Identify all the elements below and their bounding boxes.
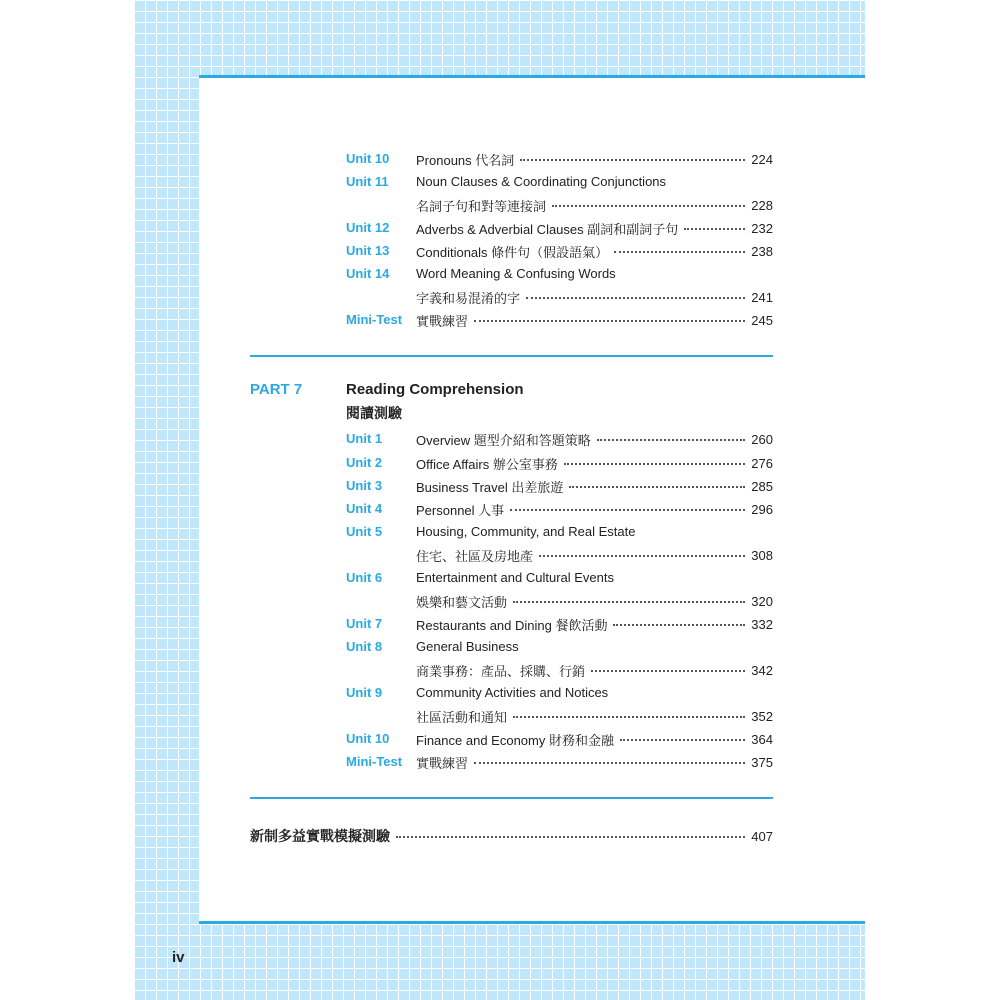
page-number: 332 [751, 616, 773, 632]
entry-title: 實戰練習 [416, 755, 469, 771]
toc-entry[interactable] [416, 546, 773, 564]
toc-entry[interactable] [416, 477, 773, 495]
part-subtitle: 閱讀測驗 [346, 405, 402, 421]
final-test-title: 新制多益實戰模擬測驗 [250, 828, 390, 844]
leader-dots [597, 438, 746, 441]
entry-title: 商業事務：產品、採購、行銷 [416, 663, 586, 679]
toc-entry[interactable] [416, 219, 773, 237]
toc-entry[interactable] [416, 430, 773, 448]
part-label: PART 7 [250, 381, 303, 398]
unit-label: Unit 1 [346, 431, 383, 446]
entry-title: Pronouns 代名詞 [416, 152, 515, 168]
entry-title: 字義和易混淆的字 [416, 290, 521, 306]
page-number: 285 [751, 478, 773, 494]
unit-label: Unit 10 [346, 151, 390, 166]
toc-entry[interactable] [416, 311, 773, 329]
entry-title: 社區活動和通知 [416, 709, 508, 725]
unit-label: Unit 13 [346, 243, 390, 258]
toc-entry[interactable] [416, 592, 773, 610]
toc-entry[interactable] [416, 753, 773, 771]
section-divider [250, 355, 773, 357]
leader-dots [513, 600, 745, 603]
toc-entry[interactable] [416, 454, 773, 472]
unit-label: Unit 12 [346, 220, 390, 235]
toc-entry[interactable] [416, 288, 773, 306]
unit-label: Unit 14 [346, 266, 390, 281]
page-folio: iv [172, 949, 185, 966]
page-number: 238 [751, 243, 773, 259]
leader-dots [513, 715, 745, 718]
unit-label: Mini-Test [346, 754, 403, 769]
leader-dots [474, 761, 745, 764]
entry-title: 娛樂和藝文活動 [416, 594, 508, 610]
leader-dots [539, 554, 745, 557]
page-number: 241 [751, 289, 773, 305]
toc-entry[interactable] [416, 661, 773, 679]
entry-title: Adverbs & Adverbial Clauses 副詞和副詞子句 [416, 221, 679, 237]
entry-title: Office Affairs 辦公室事務 [416, 456, 558, 472]
page-number: 320 [751, 593, 773, 609]
leader-dots [614, 250, 745, 253]
leader-dots [569, 485, 745, 488]
leader-dots [510, 508, 745, 511]
top-rule [199, 75, 865, 78]
final-test-entry[interactable] [250, 827, 773, 845]
page-number: 375 [751, 754, 773, 770]
page-number: 364 [751, 731, 773, 747]
toc-entry[interactable] [416, 242, 773, 260]
entry-title: 住宅、社區及房地產 [416, 548, 534, 564]
page-number: 224 [751, 151, 773, 167]
part-title: Reading Comprehension [346, 381, 524, 398]
unit-label: Unit 3 [346, 478, 383, 493]
page-number: 245 [751, 312, 773, 328]
leader-dots [474, 319, 745, 322]
entry-title-line: Entertainment and Cultural Events [416, 570, 614, 585]
section-divider [250, 797, 773, 799]
leader-dots [613, 623, 745, 626]
toc-entry[interactable] [416, 730, 773, 748]
unit-label: Unit 9 [346, 685, 383, 700]
entry-title: Restaurants and Dining 餐飲活動 [416, 617, 608, 633]
entry-title: Overview 題型介紹和答題策略 [416, 432, 591, 448]
unit-label: Mini-Test [346, 312, 403, 327]
toc-entry[interactable] [416, 150, 773, 168]
toc-entry[interactable] [416, 615, 773, 633]
page-number: 342 [751, 662, 773, 678]
leader-dots [684, 227, 745, 230]
page-number: 260 [751, 431, 773, 447]
toc-entry[interactable] [416, 196, 773, 214]
entry-title-line: Community Activities and Notices [416, 685, 609, 700]
entry-title-line: Housing, Community, and Real Estate [416, 524, 636, 539]
entry-title: Finance and Economy 財務和金融 [416, 732, 614, 748]
entry-title: Personnel 人事 [416, 502, 505, 518]
entry-title: Conditionals 條件句（假設語氣） [416, 244, 609, 260]
page-number: 296 [751, 501, 773, 517]
page-number: 232 [751, 220, 773, 236]
page-number: 276 [751, 455, 773, 471]
leader-dots [396, 835, 745, 838]
leader-dots [526, 296, 745, 299]
leader-dots [552, 204, 745, 207]
entry-title: Business Travel 出差旅遊 [416, 479, 564, 495]
toc-entry[interactable] [416, 707, 773, 725]
leader-dots [620, 738, 745, 741]
leader-dots [564, 462, 745, 465]
page-number: 407 [751, 828, 773, 844]
leader-dots [520, 158, 745, 161]
unit-label: Unit 5 [346, 524, 383, 539]
entry-title-line: Word Meaning & Confusing Words [416, 266, 616, 281]
unit-label: Unit 4 [346, 501, 383, 516]
entry-title: 名詞子句和對等連接詞 [416, 198, 547, 214]
leader-dots [591, 669, 745, 672]
page-number: 308 [751, 547, 773, 563]
unit-label: Unit 7 [346, 616, 383, 631]
unit-label: Unit 2 [346, 455, 383, 470]
page-number: 228 [751, 197, 773, 213]
unit-label: Unit 10 [346, 731, 390, 746]
entry-title-line: General Business [416, 639, 519, 654]
entry-title: 實戰練習 [416, 313, 469, 329]
unit-label: Unit 6 [346, 570, 383, 585]
bottom-rule [199, 921, 865, 924]
entry-title-line: Noun Clauses & Coordinating Conjunctions [416, 174, 667, 189]
page-number: 352 [751, 708, 773, 724]
unit-label: Unit 8 [346, 639, 383, 654]
toc-entry[interactable] [416, 500, 773, 518]
unit-label: Unit 11 [346, 174, 389, 189]
